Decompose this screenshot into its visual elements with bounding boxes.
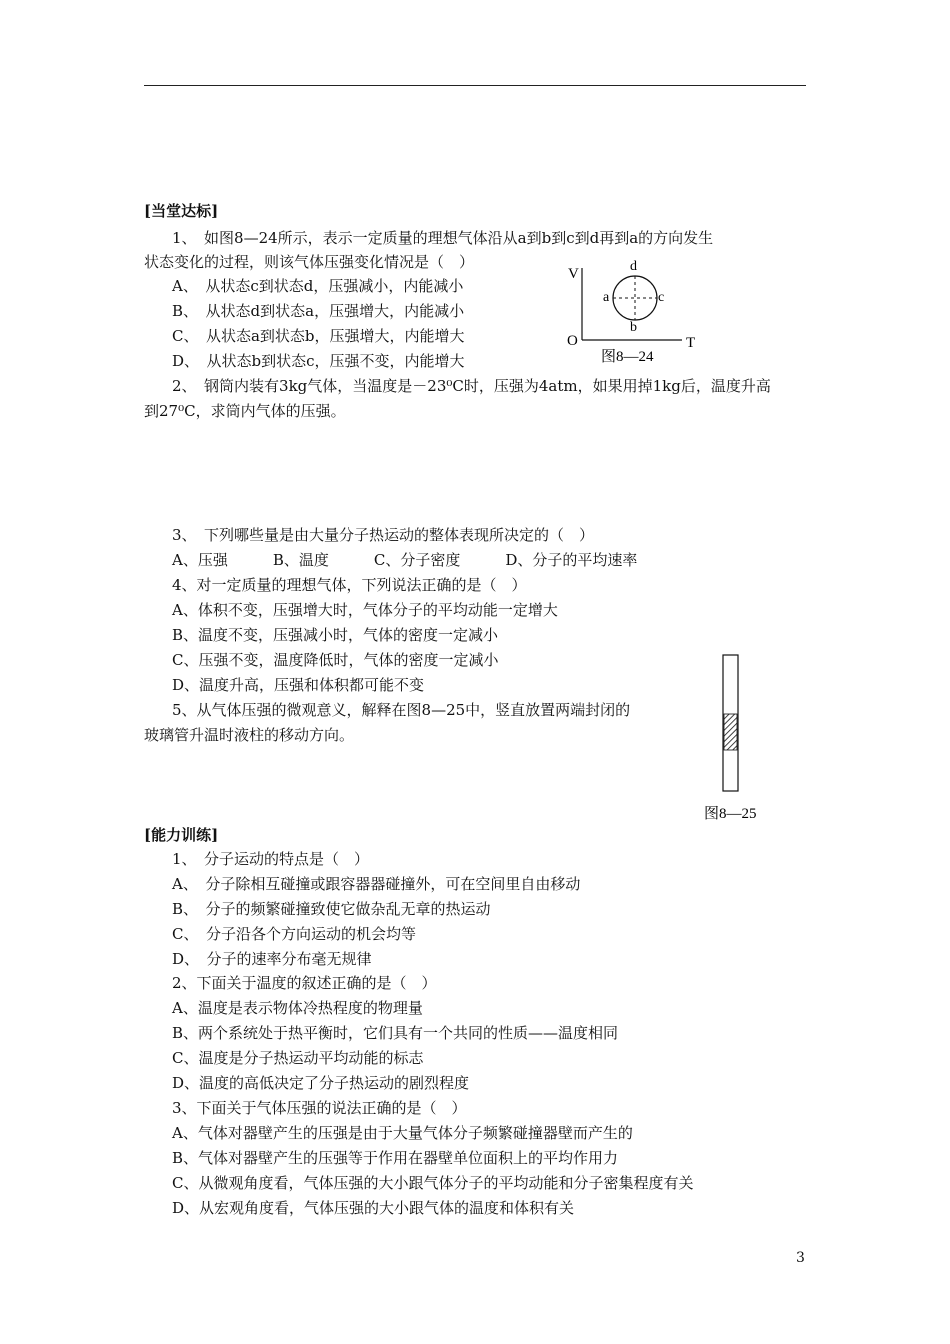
s2-q3-option-b: B、气体对器壁产生的压强等于作用在器壁单位面积上的平均作用力: [172, 1149, 619, 1167]
s2-q3-option-c: C、从微观角度看，气体压强的大小跟气体分子的平均动能和分子密集程度有关: [172, 1174, 694, 1192]
section-heading-training: [能力训练]: [144, 826, 219, 844]
q1-option-b: B、 从状态d到状态a，压强增大，内能减小: [172, 302, 465, 320]
v-axis-label: V: [568, 266, 579, 282]
s2-q3-stem: 3、下面关于气体压强的说法正确的是（ ）: [172, 1099, 467, 1117]
point-c-label: c: [658, 290, 665, 305]
q2-line2: 到27⁰C，求筒内气体的压强。: [144, 402, 346, 420]
s2-q2-option-c: C、温度是分子热运动平均动能的标志: [172, 1049, 424, 1067]
q2-line1: 2、 钢筒内装有3kg气体，当温度是－23⁰C时，压强为4atm，如果用掉1kg后，温度升高: [172, 377, 771, 395]
s2-q2-option-d: D、温度的高低决定了分子热运动的剧烈程度: [172, 1074, 470, 1092]
s2-q1-option-b: B、 分子的频繁碰撞致使它做杂乱无章的热运动: [172, 900, 491, 918]
s2-q3-option-a: A、气体对器壁产生的压强是由于大量气体分子频繁碰撞器壁而产生的: [172, 1124, 633, 1142]
liquid-column: [724, 714, 737, 750]
q4-option-c: C、压强不变，温度降低时，气体的密度一定减小: [172, 651, 499, 669]
q4-stem: 4、对一定质量的理想气体，下列说法正确的是（ ）: [172, 576, 527, 594]
q5-line1: 5、从气体压强的微观意义，解释在图8—25中，竖直放置两端封闭的: [172, 701, 631, 719]
s2-q3-option-d: D、从宏观角度看，气体压强的大小跟气体的温度和体积有关: [172, 1199, 575, 1217]
q3-stem: 3、 下列哪些量是由大量分子热运动的整体表现所决定的（ ）: [172, 526, 595, 544]
figure-8-24-caption: 图8—24: [601, 349, 654, 365]
t-axis-label: T: [686, 335, 696, 351]
point-d-label: d: [630, 259, 637, 274]
q1-option-d: D、 从状态b到状态c，压强不变，内能增大: [172, 352, 465, 370]
s2-q2-option-a: A、温度是表示物体冷热程度的物理量: [172, 999, 423, 1017]
s2-q1-option-a: A、 分子除相互碰撞或跟容器器碰撞外，可在空间里自由移动: [172, 875, 581, 893]
header-rule: [144, 85, 806, 86]
figure-8-24-vt-diagram: [556, 254, 706, 370]
q5-line2: 玻璃管升温时液柱的移动方向。: [144, 726, 355, 744]
figure-8-25-glass-tube: [700, 652, 770, 824]
figure-8-25-caption: 图8—25: [704, 806, 757, 822]
page-number: 3: [796, 1250, 805, 1266]
q4-option-b: B、温度不变，压强减小时，气体的密度一定减小: [172, 626, 499, 644]
point-a-label: a: [603, 290, 610, 305]
q1-stem-line1: 1、 如图8—24所示，表示一定质量的理想气体沿从a到b到c到d再到a的方向发生: [172, 229, 714, 247]
origin-label: O: [567, 333, 578, 349]
q4-option-d: D、温度升高，压强和体积都可能不变: [172, 676, 425, 694]
q1-option-a: A、 从状态c到状态d，压强减小，内能减小: [172, 277, 464, 295]
s2-q2-option-b: B、两个系统处于热平衡时，它们具有一个共同的性质——温度相同: [172, 1024, 619, 1042]
s2-q1-stem: 1、 分子运动的特点是（ ）: [172, 850, 370, 868]
q4-option-a: A、体积不变，压强增大时，气体分子的平均动能一定增大: [172, 601, 558, 619]
s2-q2-stem: 2、下面关于温度的叙述正确的是（ ）: [172, 974, 437, 992]
section-heading-practice: [当堂达标]: [144, 202, 219, 220]
q1-option-c: C、 从状态a到状态b，压强增大，内能增大: [172, 327, 465, 345]
q1-stem-line2: 状态变化的过程，则该气体压强变化情况是（ ）: [144, 253, 475, 271]
s2-q1-option-c: C、 分子沿各个方向运动的机会均等: [172, 925, 416, 943]
s2-q1-option-d: D、 分子的速率分布毫无规律: [172, 950, 372, 968]
q3-options: A、压强 B、温度 C、分子密度 D、分子的平均速率: [172, 551, 638, 569]
point-b-label: b: [630, 320, 637, 335]
